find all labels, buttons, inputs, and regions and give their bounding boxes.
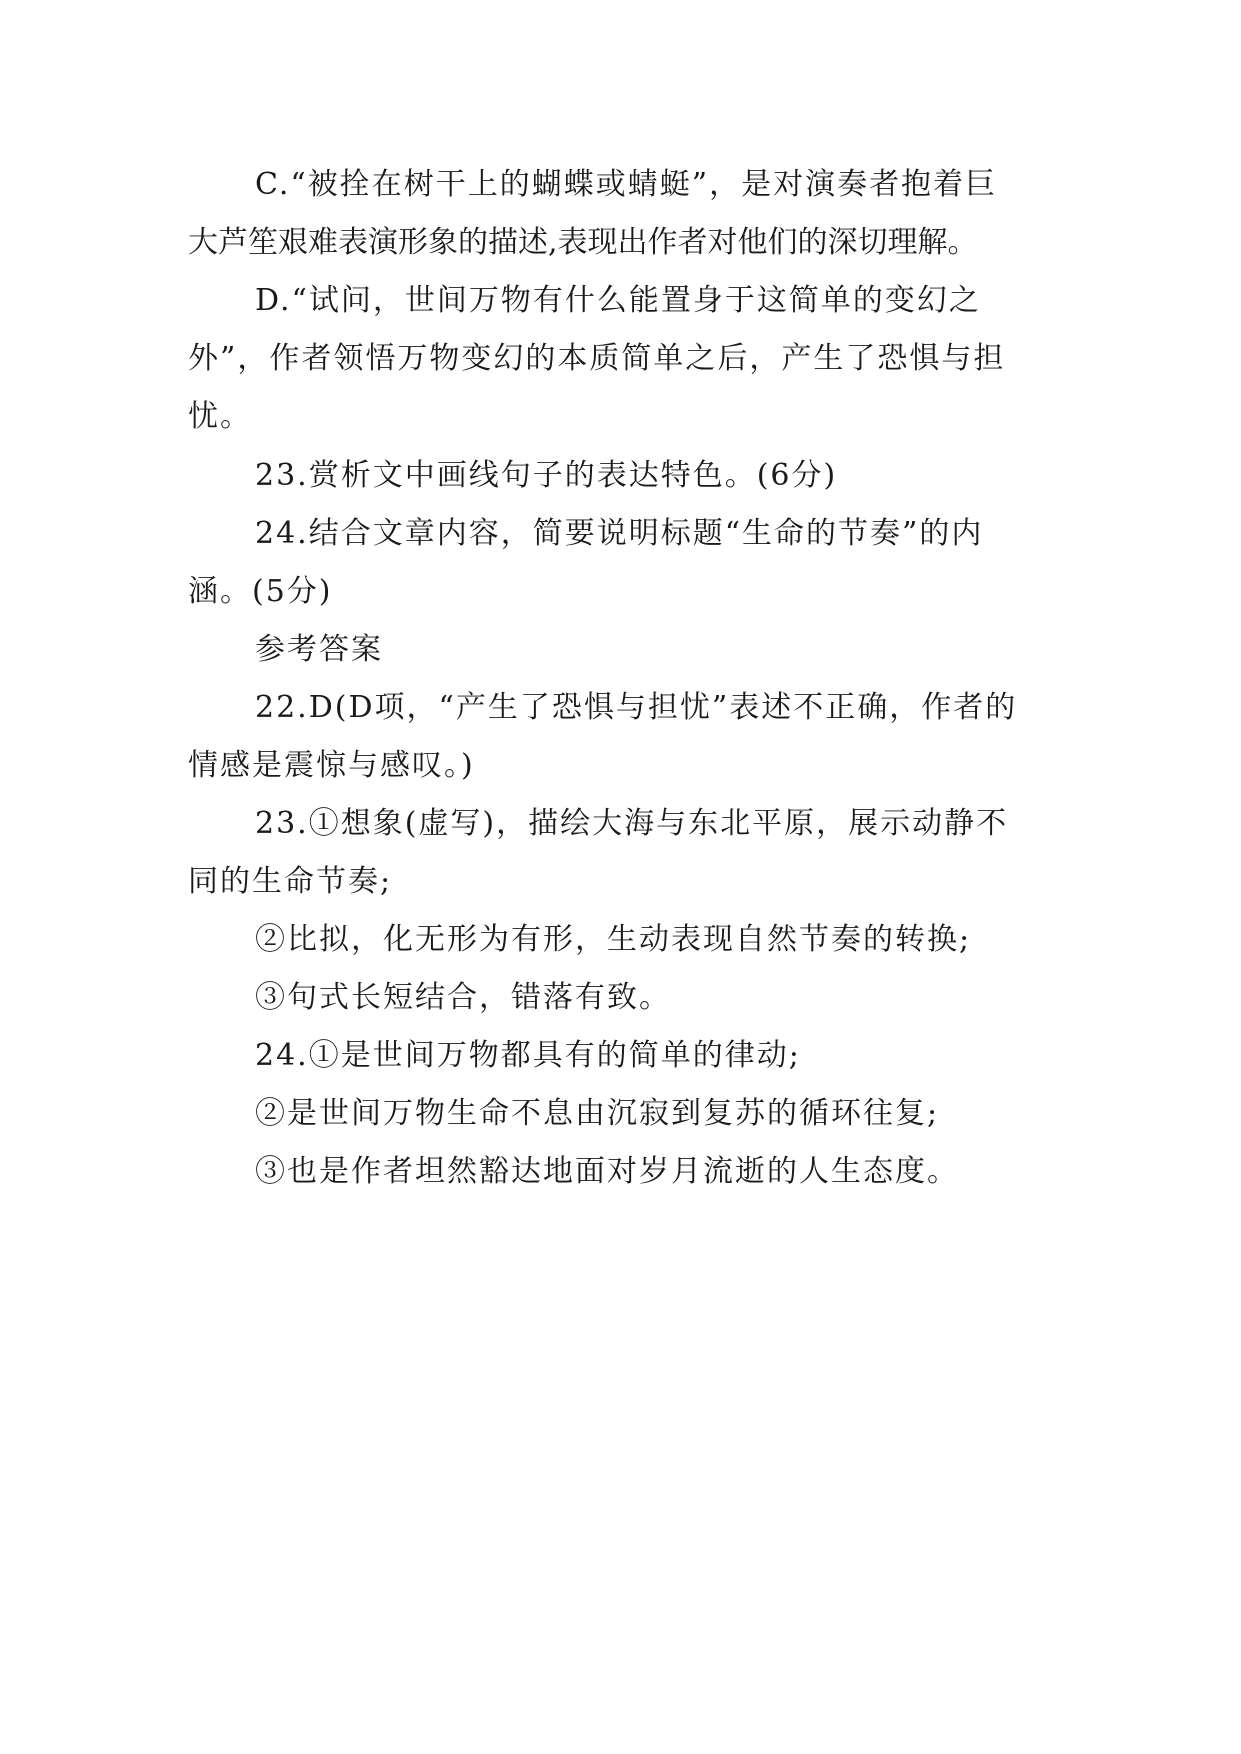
answer-key-heading: 参考答案: [255, 632, 383, 667]
option-d-line-2: 外”，作者领悟万物变幻的本质简单之后，产生了恐惧与担: [188, 341, 1006, 376]
answer-22-line-2: 情感是震惊与感叹。): [188, 748, 475, 783]
question-24-line-1: 24.结合文章内容，简要说明标题“生命的节奏”的内: [255, 516, 984, 551]
answer-23-point-1-line-2: 同的生命节奏;: [188, 864, 393, 899]
answer-23-point-3: ③句式长短结合，错落有致。: [255, 980, 671, 1015]
option-c-line-2: 大芦笙艰难表演形象的描述,表现出作者对他们的深切理解。: [188, 225, 978, 260]
option-d-line-1: D.“试问，世间万物有什么能置身于这简单的变幻之: [255, 283, 981, 318]
answer-22-line-1: 22.D(D项，“产生了恐惧与担忧”表述不正确，作者的: [255, 690, 1018, 725]
question-24-line-2: 涵。(5分): [188, 574, 333, 609]
answer-23-point-1-line-1: 23.①想象(虚写)，描绘大海与东北平原，展示动静不: [255, 806, 1009, 841]
question-23: 23.赏析文中画线句子的表达特色。(6分): [255, 458, 838, 493]
answer-23-point-2: ②比拟，化无形为有形，生动表现自然节奏的转换;: [255, 922, 972, 957]
answer-24-point-1: 24.①是世间万物都具有的简单的律动;: [255, 1038, 801, 1073]
answer-24-point-2: ②是世间万物生命不息由沉寂到复苏的循环往复;: [255, 1096, 940, 1131]
option-d-line-3: 忧。: [188, 399, 252, 434]
answer-24-point-3: ③也是作者坦然豁达地面对岁月流逝的人生态度。: [255, 1154, 959, 1189]
option-c-line-1: C.“被拴在树干上的蝴蝶或蜻蜓”，是对演奏者抱着巨: [255, 167, 998, 202]
